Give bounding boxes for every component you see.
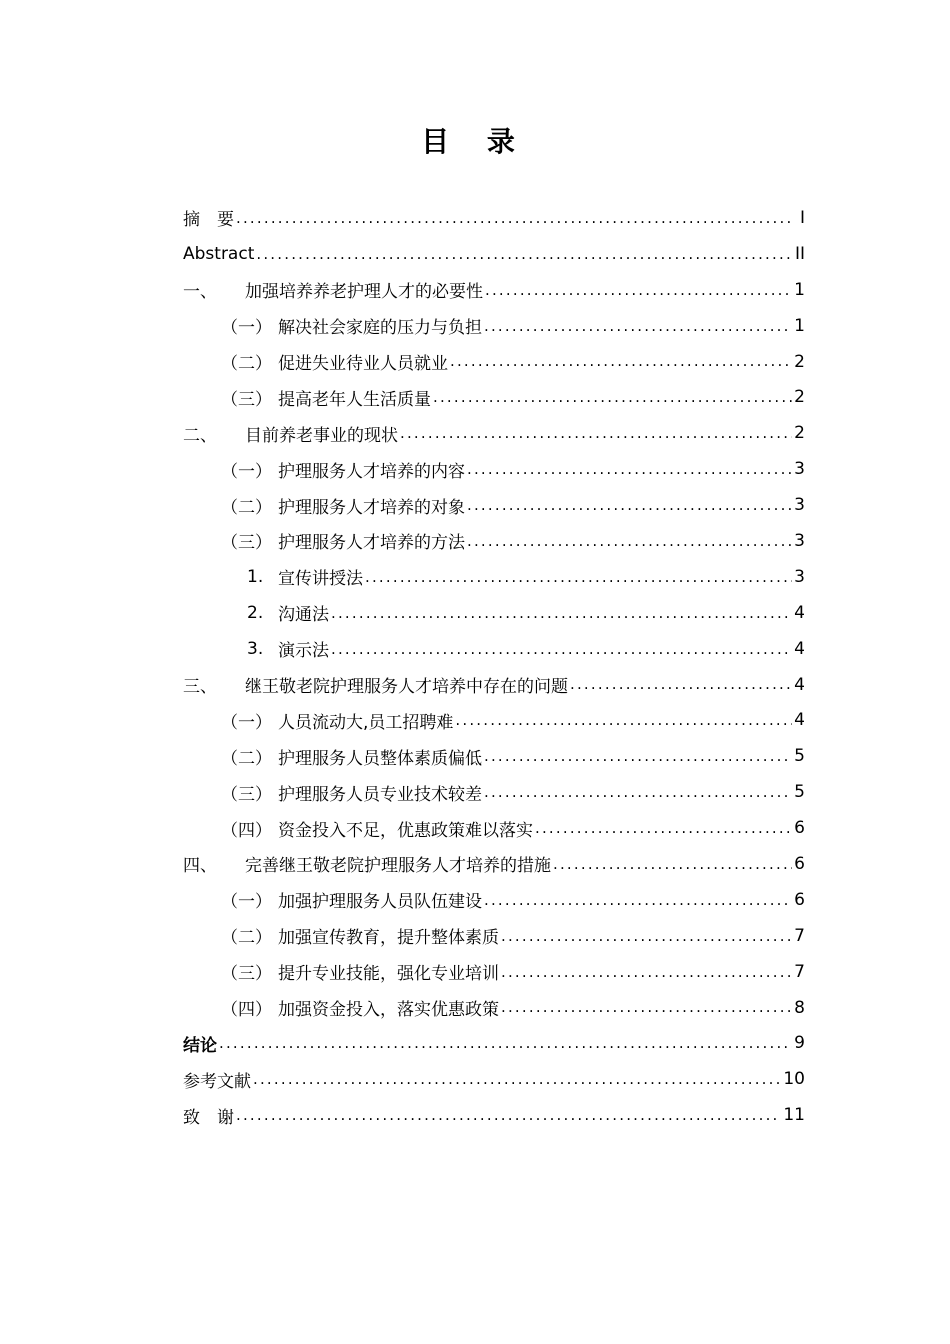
toc-page-number: 10 xyxy=(783,1069,805,1090)
toc-entry-section-4-1[interactable] xyxy=(183,882,805,918)
toc-entry-title: 提升专业技能，强化专业培训 xyxy=(278,964,499,985)
toc-entry-number: （四） xyxy=(221,820,272,841)
toc-entry-title: 加强宣传教育，提升整体素质 xyxy=(278,928,499,949)
toc-entry-title: 提高老年人生活质量 xyxy=(278,389,431,410)
toc-page-number: 3 xyxy=(794,566,805,587)
toc-entry-title: 资金投入不足，优惠政策难以落实 xyxy=(278,820,533,841)
toc-leader-dots xyxy=(484,891,792,918)
toc-page-number: 1 xyxy=(794,279,805,300)
toc-entry-title: 宣传讲授法 xyxy=(278,569,363,590)
toc-page-number: 4 xyxy=(794,602,805,623)
toc-entry-title: 沟通法 xyxy=(278,605,329,626)
toc-leader-dots xyxy=(450,352,792,379)
toc-entry-title: 结论 xyxy=(183,1035,217,1056)
toc-page-number: 2 xyxy=(794,387,805,408)
toc-entry-title: 继王敬老院护理服务人才培养中存在的问题 xyxy=(245,677,568,698)
toc-leader-dots xyxy=(467,496,792,523)
toc-entry-section-2-1[interactable] xyxy=(183,451,805,487)
toc-entry-subsection-2-3-2[interactable] xyxy=(183,595,805,631)
toc-entry-section-2-2[interactable] xyxy=(183,487,805,523)
toc-entry-chapter-1[interactable] xyxy=(183,272,805,308)
toc-leader-dots xyxy=(484,747,792,774)
toc-entry-number: （三） xyxy=(221,533,272,554)
toc-entry-number: 2. xyxy=(247,602,264,623)
toc-page-number: 3 xyxy=(794,459,805,480)
toc-entry-chapter-4[interactable] xyxy=(183,846,805,882)
toc-entry-title: 护理服务人才培养的方法 xyxy=(278,533,465,554)
toc-entry-section-3-4[interactable] xyxy=(183,810,805,846)
toc-entry-number: （二） xyxy=(221,928,272,949)
toc-leader-dots xyxy=(485,281,792,308)
toc-entry-title: 护理服务人才培养的内容 xyxy=(278,461,465,482)
toc-leader-dots xyxy=(484,317,792,344)
toc-leader-dots xyxy=(553,855,792,882)
toc-entry-subsection-2-3-3[interactable] xyxy=(183,631,805,667)
toc-page-number: 11 xyxy=(783,1105,805,1126)
toc-entry-title: 加强护理服务人员队伍建设 xyxy=(278,892,482,913)
toc-page-number: II xyxy=(794,243,805,264)
toc-entry-number: （二） xyxy=(221,497,272,518)
toc-entry-abstract-cn[interactable] xyxy=(183,200,805,236)
toc-entry-title: 解决社会家庭的压力与负担 xyxy=(278,318,482,339)
toc-entry-number: 三、 xyxy=(183,677,217,698)
toc-leader-dots xyxy=(467,532,792,559)
toc-leader-dots xyxy=(484,783,792,810)
toc-page-number: 4 xyxy=(794,674,805,695)
toc-page-number: 7 xyxy=(794,961,805,982)
toc-page-number: 4 xyxy=(794,638,805,659)
toc-page-number: 9 xyxy=(794,1033,805,1054)
toc-leader-dots xyxy=(570,675,792,702)
toc-leader-dots xyxy=(365,568,792,595)
toc-entry-section-2-3[interactable] xyxy=(183,523,805,559)
toc-entry-number: 二、 xyxy=(183,425,217,446)
toc-entry-title: 目前养老事业的现状 xyxy=(245,425,398,446)
toc-entry-section-1-1[interactable] xyxy=(183,308,805,344)
toc-entry-number: （三） xyxy=(221,389,272,410)
toc-entry-title: 护理服务人才培养的对象 xyxy=(278,497,465,518)
toc-leader-dots xyxy=(433,388,792,415)
toc-entry-subsection-2-3-1[interactable] xyxy=(183,559,805,595)
toc-page-number: 4 xyxy=(794,710,805,731)
toc-page-number: 3 xyxy=(794,530,805,551)
toc-page-number: 2 xyxy=(794,423,805,444)
toc-entry-section-3-1[interactable] xyxy=(183,702,805,738)
toc-leader-dots xyxy=(535,819,792,846)
toc-entry-title: 护理服务人员整体素质偏低 xyxy=(278,748,482,769)
toc-leader-dots xyxy=(400,424,792,451)
toc-leader-dots xyxy=(501,998,792,1025)
toc-entry-section-1-2[interactable] xyxy=(183,344,805,380)
toc-entry-number: 3. xyxy=(247,638,264,659)
toc-entry-conclusion[interactable] xyxy=(183,1025,805,1061)
toc-entry-acknowledgements[interactable] xyxy=(183,1097,805,1133)
toc-page-number: 6 xyxy=(794,818,805,839)
toc-entry-number: 1. xyxy=(247,566,264,587)
toc-entry-number: （一） xyxy=(221,712,272,733)
toc-leader-dots xyxy=(253,1070,781,1097)
toc-entry-references[interactable] xyxy=(183,1061,805,1097)
toc-entry-number: （一） xyxy=(221,461,272,482)
toc-entry-number: （三） xyxy=(221,964,272,985)
toc-entry-title: 完善继王敬老院护理服务人才培养的措施 xyxy=(245,856,551,877)
toc-page-number: 8 xyxy=(794,997,805,1018)
toc-entry-number: （二） xyxy=(221,354,272,374)
toc-page-number: 7 xyxy=(794,925,805,946)
toc-page-number: 2 xyxy=(794,351,805,372)
toc-entry-section-3-3[interactable] xyxy=(183,774,805,810)
toc-entry-number: 四、 xyxy=(183,856,217,877)
toc-entry-number: 一、 xyxy=(183,282,217,303)
toc-page-number: 6 xyxy=(794,889,805,910)
toc-leader-dots xyxy=(501,963,792,990)
toc-leader-dots xyxy=(236,209,795,236)
toc-entry-title: 促进失业待业人员就业 xyxy=(278,354,448,374)
toc-entry-title: 演示法 xyxy=(278,641,329,662)
toc-entry-number: （二） xyxy=(221,748,272,769)
toc-page-number: 5 xyxy=(794,782,805,803)
toc-entry-title: 加强培养养老护理人才的必要性 xyxy=(245,282,483,303)
toc-entry-number: （一） xyxy=(221,318,272,339)
toc-entry-title: 摘 要 xyxy=(183,210,234,231)
toc-entry-number: （三） xyxy=(221,784,272,805)
toc-leader-dots xyxy=(331,604,792,631)
toc-page-number: 5 xyxy=(794,746,805,767)
toc-page-number: 1 xyxy=(794,315,805,336)
toc-entry-section-3-2[interactable] xyxy=(183,738,805,774)
toc-leader-dots xyxy=(236,1106,781,1133)
toc-entry-section-4-4[interactable] xyxy=(183,990,805,1026)
toc-entry-title: Abstract xyxy=(183,243,255,264)
toc-entry-section-4-3[interactable] xyxy=(183,954,805,990)
toc-leader-dots xyxy=(501,927,792,954)
toc-entry-title: 加强资金投入，落实优惠政策 xyxy=(278,1000,499,1021)
page-title: 目 录 xyxy=(421,125,529,158)
toc-leader-dots xyxy=(331,640,792,667)
toc-entry-chapter-2[interactable] xyxy=(183,415,805,451)
toc-entry-number: （四） xyxy=(221,1000,272,1021)
toc-page-number: 3 xyxy=(794,495,805,516)
toc-entry-section-4-2[interactable] xyxy=(183,918,805,954)
toc-entry-number: （一） xyxy=(221,892,272,913)
table-of-contents xyxy=(183,200,805,1133)
toc-leader-dots xyxy=(219,1034,792,1061)
toc-page-number: I xyxy=(799,207,805,228)
toc-entry-title: 参考文献 xyxy=(183,1071,251,1092)
toc-entry-abstract-en[interactable] xyxy=(183,236,805,272)
toc-entry-title: 致 谢 xyxy=(183,1107,234,1128)
toc-page-number: 6 xyxy=(794,853,805,874)
toc-leader-dots xyxy=(455,711,792,738)
toc-entry-title: 人员流动大,员工招聘难 xyxy=(278,712,454,733)
toc-leader-dots xyxy=(256,245,793,272)
toc-entry-chapter-3[interactable] xyxy=(183,667,805,703)
toc-entry-section-1-3[interactable] xyxy=(183,379,805,415)
toc-leader-dots xyxy=(467,460,792,487)
toc-entry-title: 护理服务人员专业技术较差 xyxy=(278,784,482,805)
